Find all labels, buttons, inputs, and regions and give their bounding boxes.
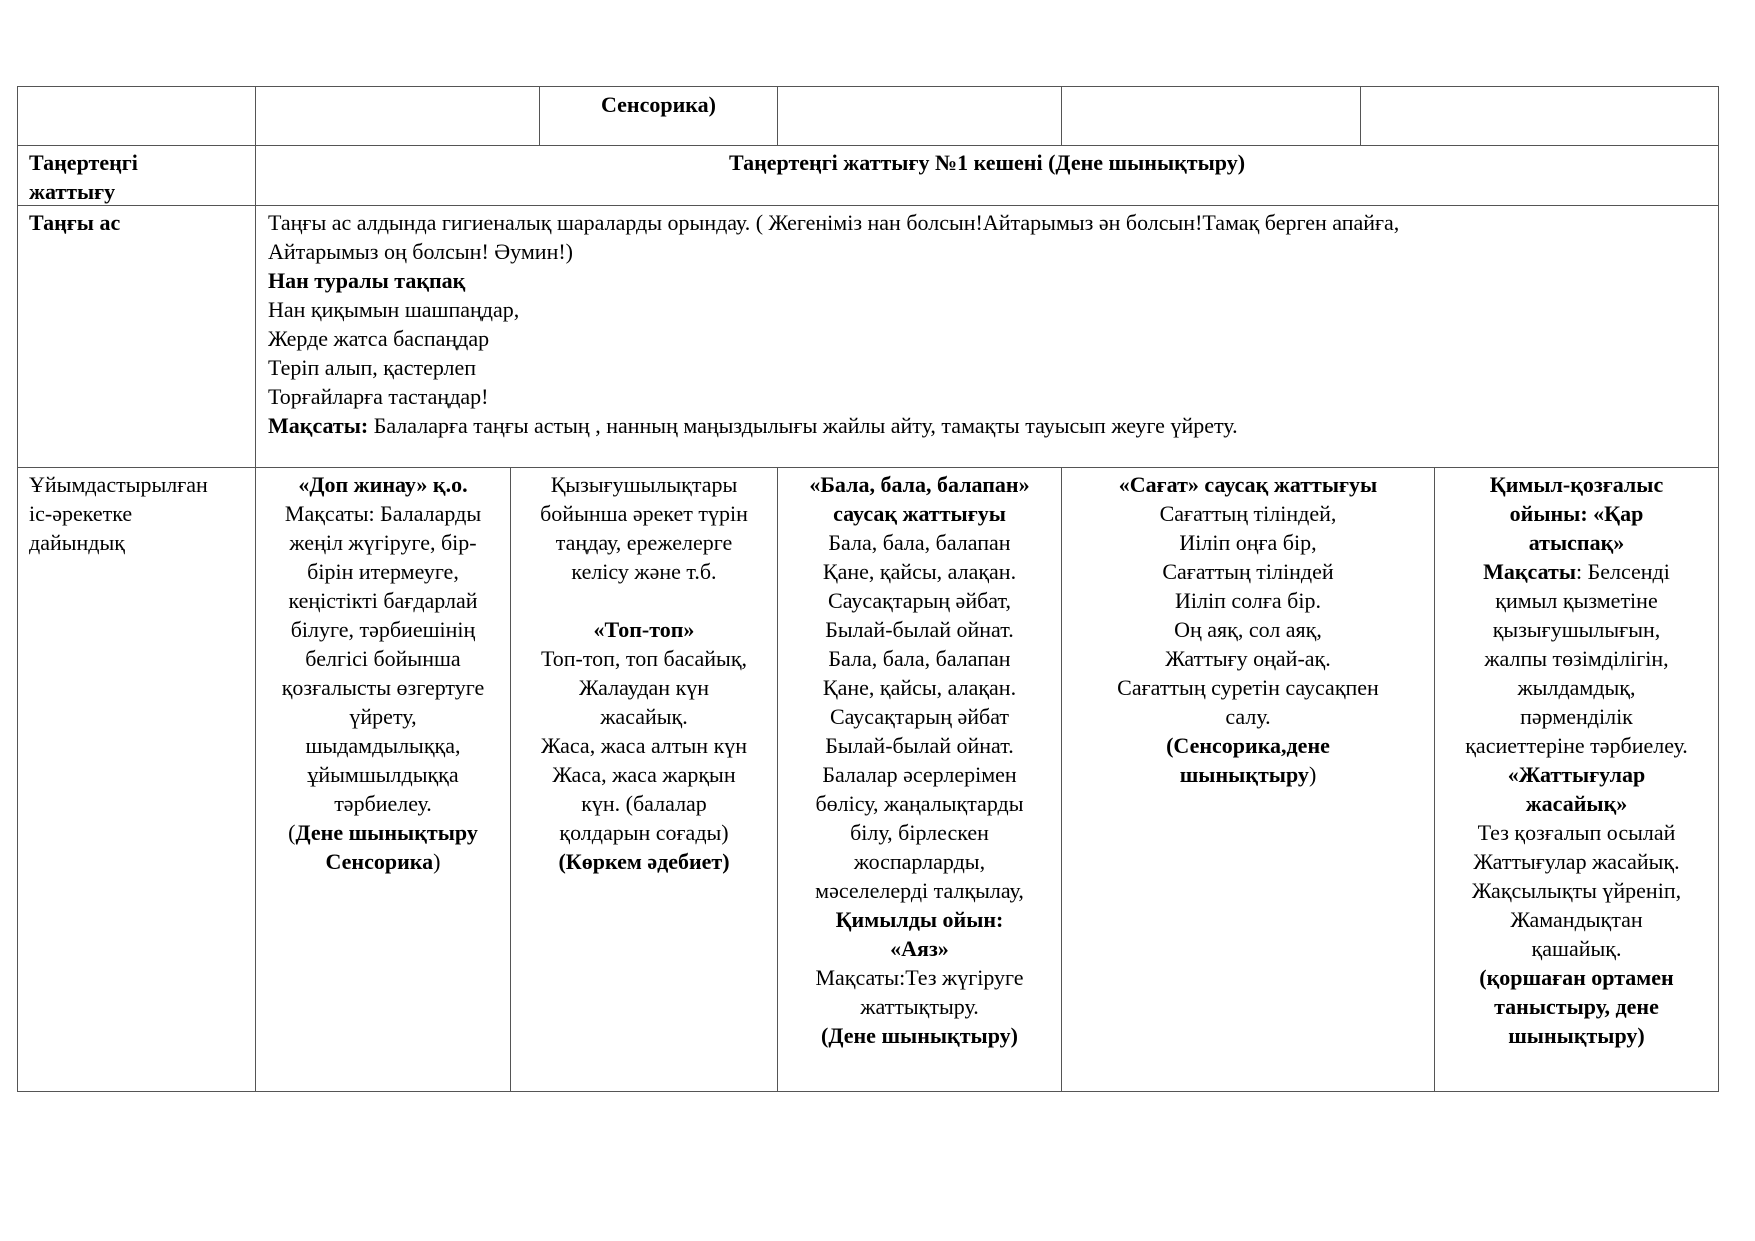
row3-cell-label [17, 205, 256, 468]
col1-line: білуге, тәрбиешінің [290, 617, 476, 642]
row2-content-line: Таңертеңгі жаттығу №1 кешені (Дене шынықтыру) [728, 150, 1246, 175]
row4-label-line-3: дайындық [29, 530, 125, 555]
row3-poem-line-2: Жерде жатса баспаңдар [268, 326, 490, 351]
col4-line: Сағаттың суретін саусақпен [1117, 675, 1379, 700]
row2-label [29, 148, 138, 206]
col3-line: Қане, қайсы, алақан. [822, 675, 1017, 700]
col5-line: қасиеттеріне тәрбиелеу. [1465, 733, 1688, 758]
col5-line: Жақсылықты үйреніп, [1471, 878, 1682, 903]
row3-label [29, 208, 120, 237]
row3-intro-line-2: Айтарымыз оң болсын! Әумин!) [268, 239, 574, 264]
col4-title: «Сағат» саусақ жаттығуы [1118, 472, 1378, 497]
col5-footer-3: шынықтыру) [1508, 1023, 1645, 1048]
row4-label-line-2: іс-әрекетке [29, 501, 133, 526]
col3-footer: (Дене шынықтыру) [821, 1023, 1018, 1048]
col3-line: Мақсаты:Тез жүгіруге [815, 965, 1024, 990]
row3-content [268, 208, 1708, 440]
col5-line: жылдамдық, [1517, 675, 1636, 700]
row1-col3-line: Сенсорика) [601, 92, 716, 117]
row1-cell-4 [1061, 86, 1361, 146]
row1-cell-5 [1360, 86, 1719, 146]
col1-footer-2 [256, 847, 510, 876]
row4-col5 [1435, 470, 1718, 1050]
col2-line: Жаса, жаса алтын күн [540, 733, 748, 758]
col2-spacer [511, 586, 777, 615]
col1-line: бірін итермеуге, [307, 559, 459, 584]
col5-line: қимыл қызметіне [1495, 588, 1658, 613]
col1-line: кеңістікті бағдарлай [288, 588, 478, 613]
col1-line: қозғалысты өзгертуге [281, 675, 485, 700]
col1-line: шыдамдылыққа, [305, 733, 461, 758]
col2-title: «Топ-топ» [593, 617, 695, 642]
col5-title-2: ойыны: «Қар [1509, 501, 1644, 526]
row1-cell-1 [255, 86, 540, 146]
col5-title-3: атыспақ» [1528, 530, 1625, 555]
col3-line: Бала, бала, балапан [828, 646, 1011, 671]
col1-footer-bold-1: Дене шынықтыру [295, 820, 478, 845]
col5-title-1: Қимыл-қозғалыс [1489, 472, 1664, 497]
col3-line: Былай-былай ойнат. [825, 733, 1014, 758]
row1-cell-label [17, 86, 256, 146]
col5-line: Тез қозғалып осылай [1477, 820, 1676, 845]
col1-footer-close: ) [433, 849, 441, 874]
col4-line: Иіліп солға бір. [1175, 588, 1321, 613]
col3-title-2: саусақ жаттығуы [833, 501, 1006, 526]
col3-line: бөлісу, жаңалықтарды [815, 791, 1024, 816]
row3-poem-title: Нан туралы тақпақ [268, 268, 466, 293]
col5-line: жалпы төзімділігін, [1484, 646, 1669, 671]
col3-line: Бала, бала, балапан [828, 530, 1011, 555]
col2-line: Топ-топ, топ басайық, [540, 646, 748, 671]
col1-line: үйрету, [349, 704, 417, 729]
col3-title-1: «Бала, бала, балапан» [809, 472, 1030, 497]
row1-cell-3 [777, 86, 1062, 146]
col4-footer-1: (Сенсорика,дене [1166, 733, 1330, 758]
row3-intro-line-1: Таңғы ас алдында гигиеналық шараларды орындау. ( Жегеніміз нан болсын!Айтарымыз ән болсын!Тамақ берген апайға, [268, 210, 1400, 235]
col2-footer: (Көркем әдебиет) [558, 849, 730, 874]
row3-goal [268, 411, 1708, 440]
row3-label-line: Таңғы ас [29, 210, 121, 235]
col1-line: Мақсаты: Балаларды [284, 501, 482, 526]
col3-line: мәселелерді талқылау, [815, 878, 1024, 903]
col5-footer-2: таныстыру, дене [1494, 994, 1659, 1019]
col5-line: Жамандықтан [1510, 907, 1643, 932]
col2-line: Жаса, жаса жарқын [552, 762, 736, 787]
col4-line: Сағаттың тіліндей, [1159, 501, 1337, 526]
col5-line: қызығушылығын, [1492, 617, 1661, 642]
row3-goal-text: Балаларға таңғы астың , нанның маңыздылығы жайлы айту, тамақты тауысып жеуге үйрету. [368, 413, 1238, 438]
col1-line: ұйымшылдыққа [307, 762, 459, 787]
col3-line: Қане, қайсы, алақан. [822, 559, 1017, 584]
col5-goal-label: Мақсаты [1483, 559, 1576, 584]
col2-line: келісу және т.б. [571, 559, 717, 584]
col3-line: жоспарларды, [853, 849, 986, 874]
col1-title: «Доп жинау» қ.о. [298, 472, 468, 497]
col1-footer-open: ( [288, 820, 296, 845]
col3-line: жаттықтыру. [860, 994, 979, 1019]
col4-line: Сағаттың тіліндей [1162, 559, 1334, 584]
col5-line: Жаттығулар жасайық. [1473, 849, 1680, 874]
col4-footer-bold-2: шынықтыру [1179, 762, 1309, 787]
col2-line: күн. (балалар [581, 791, 707, 816]
row3-poem-line-4: Торғайларға тастаңдар! [268, 384, 489, 409]
col3-game-title-1: Қимылды ойын: [835, 907, 1004, 932]
col5-title2-2: жасайық» [1525, 791, 1628, 816]
row4-label [29, 470, 208, 557]
col2-line: жасайық. [600, 704, 688, 729]
col5-title2-1: «Жаттығулар [1507, 762, 1646, 787]
col4-line: Жаттығу оңай-ақ. [1165, 646, 1331, 671]
col5-line: қашайық. [1531, 936, 1622, 961]
col4-footer-close: ) [1308, 762, 1317, 787]
row2-label-line-2: жаттығу [29, 179, 116, 204]
col3-game-title-2: «Аяз» [890, 936, 949, 961]
col3-line: Саусақтарың әйбат, [828, 588, 1011, 613]
col5-goal [1435, 557, 1718, 586]
col5-line: пәрменділік [1520, 704, 1633, 729]
col2-line: Қызығушылықтары [550, 472, 738, 497]
col5-goal-first: : Белсенді [1576, 559, 1670, 584]
col1-line: белгісі бойынша [305, 646, 461, 671]
row3-poem-line-3: Теріп алып, қастерлеп [268, 355, 477, 380]
row2-content [256, 148, 1718, 177]
col4-line: Иіліп оңға бір, [1179, 530, 1317, 555]
col2-line: бойынша әрекет түрін [540, 501, 748, 526]
col3-line: Былай-былай ойнат. [825, 617, 1014, 642]
col2-line: қолдарын соғады) [559, 820, 729, 845]
row3-goal-label: Мақсаты: [268, 413, 369, 438]
col4-line: салу. [1225, 704, 1271, 729]
row2-label-line-1: Таңертеңгі [29, 150, 138, 175]
row1-col3-text [540, 90, 777, 119]
col1-line: жеңіл жүгіруге, бір- [289, 530, 477, 555]
col2-line: Жалаудан күн [578, 675, 710, 700]
row4-col3 [778, 470, 1061, 1050]
col1-footer-1 [256, 818, 510, 847]
col4-line: Оң аяқ, сол аяқ, [1174, 617, 1322, 642]
col4-footer-2 [1062, 760, 1434, 789]
col3-line: Саусақтарың әйбат [829, 704, 1010, 729]
col2-line: таңдау, ережелерге [555, 530, 733, 555]
row4-col4 [1062, 470, 1434, 789]
row3-poem-line-1: Нан қиқымын шашпаңдар, [268, 297, 520, 322]
row4-col1 [256, 470, 510, 876]
row4-col2 [511, 470, 777, 876]
row4-cell-label [17, 467, 256, 1092]
row4-label-line-1: Ұйымдастырылған [29, 472, 208, 497]
col1-line: тәрбиелеу. [334, 791, 432, 816]
col3-line: Балалар әсерлерімен [822, 762, 1017, 787]
col1-footer-bold-2: Сенсорика [325, 849, 434, 874]
col5-footer-1: (қоршаған ортамен [1479, 965, 1674, 990]
col3-line: білу, бірлескен [850, 820, 989, 845]
